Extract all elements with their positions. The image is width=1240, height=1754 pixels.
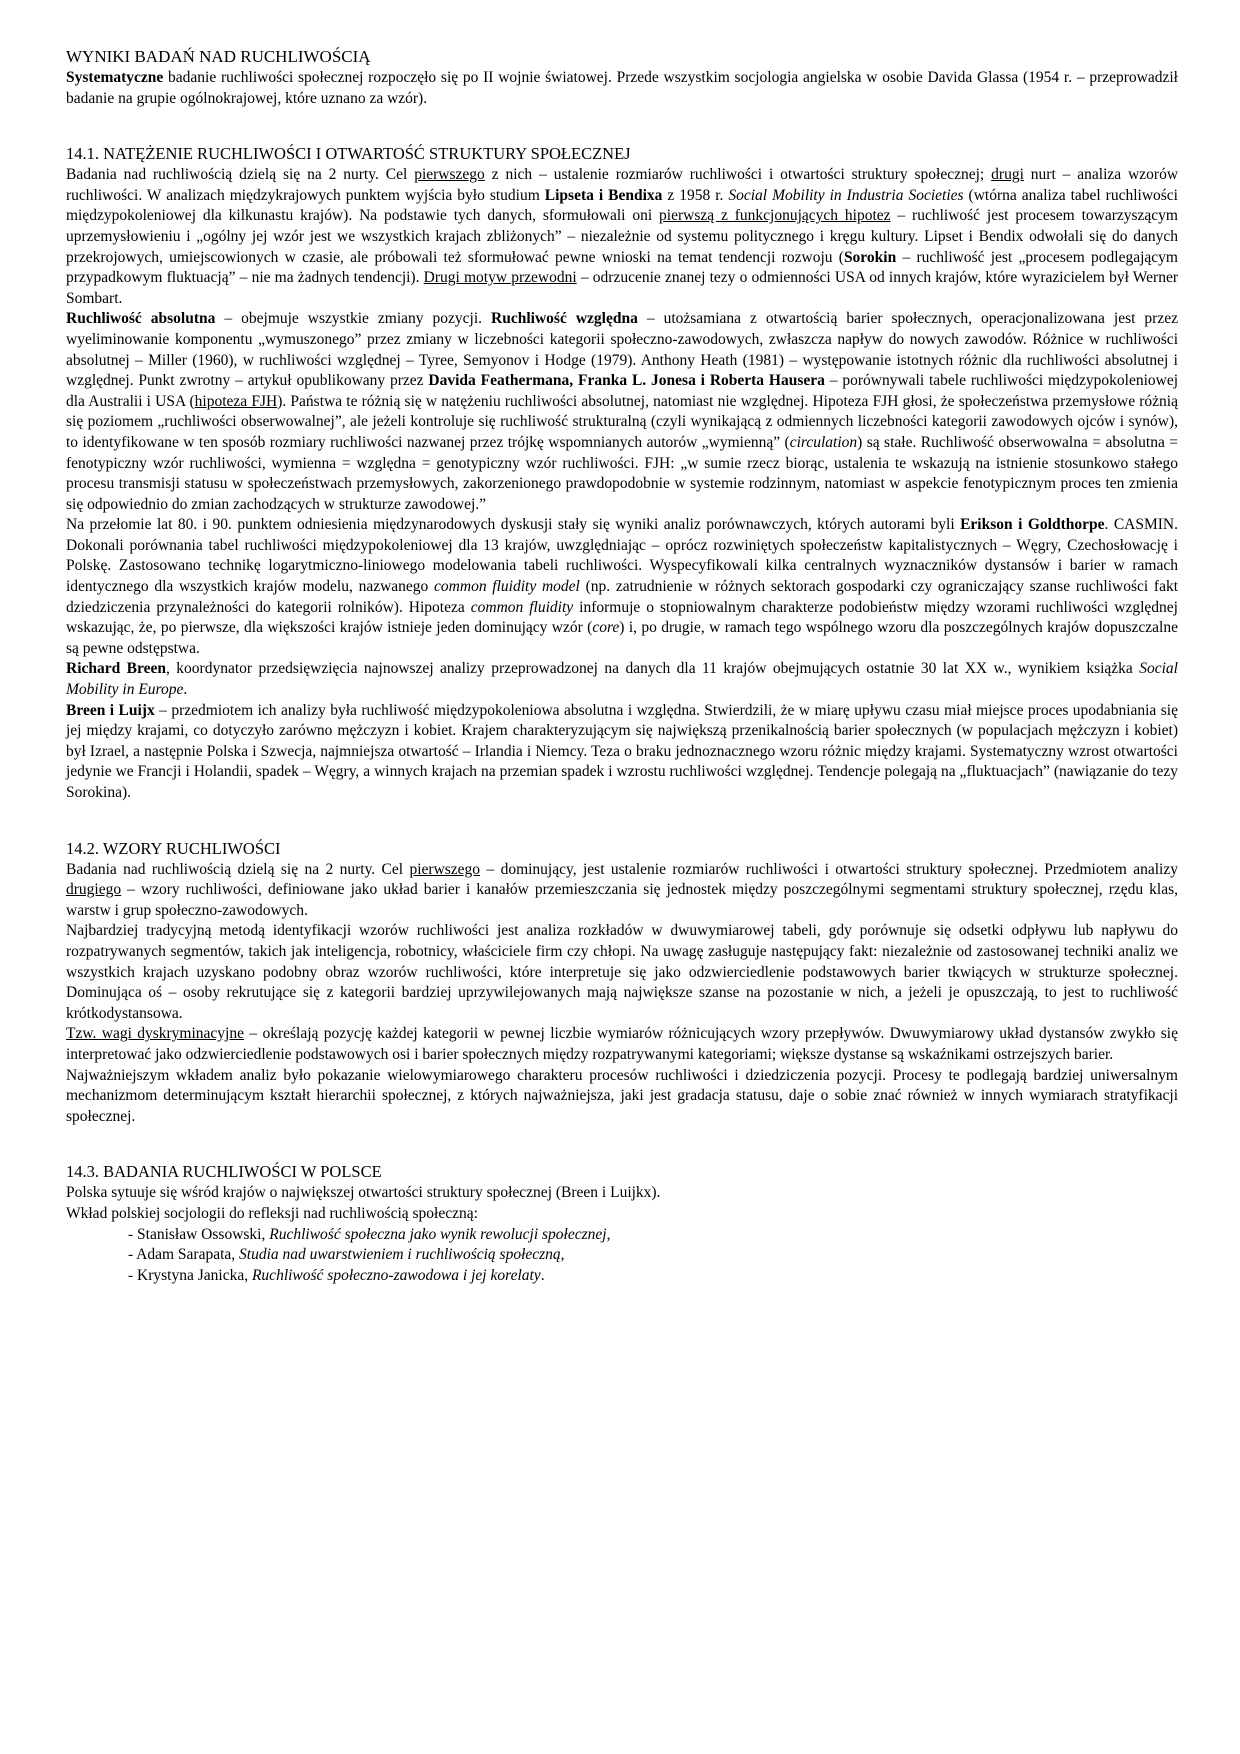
text-segment: Badania nad ruchliwością dzielą się na 2 nurty. Cel: [66, 860, 410, 878]
text-segment: Davida Feathermana, Franka L. Jonesa i Roberta Hausera: [428, 372, 825, 390]
text-segment: – określają pozycję każdej kategorii w pewnej liczbie wymiarów różnicujących wzory przepływów. Dwuwymiarowy układ dystansów zwykło się interpretować jako odzwierciedlenie podstawowych osi i barier społecznych między rozpatrywanymi kategoriami; większe dystanse są wskaźnikami ostrzejszych barier.: [66, 1025, 1178, 1063]
text-segment: Ruchliwość społeczno-zawodowa i jej korelaty: [251, 1266, 541, 1284]
paragraph: [66, 1066, 1178, 1128]
text-segment: ) są stałe. Ruchliwość obserwowalna = absolutna = fenotypiczny wzór ruchliwości, wymienna = względna = genotypiczny wzór ruchliwości. FJH: „w sumie rzecz biorąc, ustalenia te wskazują na istnienie stosunkowo stałego procesu transmisji statusu w społeczeństwach przemysłowych, zakorzenionego prawdopodobnie w systemie rodzinnym, natomiast w aspekcie fenotypicznym proces ten zmienia się odpowiednio do zmian zachodzących w strukturze zawodowej.”: [66, 433, 1179, 513]
text-segment: Erikson i Goldthorpe: [960, 516, 1105, 534]
text-segment: Sorokin: [843, 248, 897, 266]
text-segment: ,: [560, 1246, 565, 1264]
text-segment: - Adam Sarapata,: [128, 1246, 240, 1264]
text-segment: Najważniejszym wkładem analiz było pokazanie wielowymiarowego charakteru procesów ruchliwości i dziedziczenia pozycji. Procesy te podlegają bardziej uniwersalnym mechanizmom determinującym kształt hierarchii społecznej, z których najważniejsza, jaki jest gradacja statusu, daje o sobie znać również w innych wymiarach stratyfikacji społecznej.: [66, 1066, 1178, 1125]
text-segment: – ruchliwość jest procesem towarzyszącym uprzemysłowieniu i „ogólny jej wzór jest we wszystkich krajach zbliżonych” – niezależnie od systemu politycznego i kręgu kultury. Lipset i Bendix odwołali się do danych przekrojowych, umiejscowionych w czasie, ale próbowali też sformułować pewne wnioski na temat tendencji rozwoju (: [66, 207, 1178, 266]
section-heading: [66, 143, 1178, 165]
text-segment: common fluidity model: [434, 578, 580, 596]
text-segment: (wtórna analiza tabel ruchliwości międzypokoleniowej dla kilkunastu krajów). Na podstawie tych danych, sformułowali oni: [66, 186, 1178, 225]
text-segment: Breen i Luijx: [66, 701, 155, 719]
text-segment: Ruchliwość absolutna: [66, 310, 216, 328]
text-segment: , koordynator przedsięwzięcia najnowszej analizy przeprowadzonej na danych dla 11 krajów obejmujących ostatnie 30 lat XX w., wynikiem książka: [166, 660, 1140, 678]
text-segment: Wkład polskiej socjologii do refleksji nad ruchliwością społeczną:: [66, 1204, 478, 1222]
text-segment: common fluidity: [470, 598, 574, 616]
paragraph: [66, 1024, 1178, 1065]
paragraph: [66, 921, 1178, 1024]
text-segment: - Krystyna Janicka,: [128, 1266, 252, 1284]
paragraph: [66, 165, 1178, 309]
text-segment: hipoteza FJH: [194, 392, 278, 410]
section-heading: [66, 1161, 1178, 1183]
text-segment: – odrzucenie znanej tezy o odmienności USA od innych krajów, które wyrazicielem był Werner Sombart.: [66, 269, 1179, 307]
section-heading: [66, 838, 1178, 860]
text-segment: – utożsamiana z otwartością barier społecznych, operacjonalizowana jest przez wyeliminowanie komponentu „wymuszonego” przez zmiany w liczebności kategorii społeczno-zawodowych, zwłaszcza napływ do nowych zawodów. Różnice w ruchliwości absolutnej – Miller (1960), w ruchliwości względnej – Tyree, Semyonov i Hodge (1979). Anthony Heath (1981) – występowanie istotnych różnic dla ruchliwości absolutnej i względnej. Punkt zwrotny – artykuł opublikowany przez: [66, 310, 1178, 390]
text-segment: Polska sytuuje się wśród krajów o największej otwartości struktury społecznej (Breen i Luijkx).: [66, 1184, 661, 1202]
document-title: WYNIKI BADAŃ NAD RUCHLIWOŚCIĄ: [66, 47, 371, 66]
text-segment: ) i, po drugie, w ramach tego wspólnego wzoru dla poszczególnych krajów dopuszczalne są pewne odstępstwa.: [66, 619, 1178, 657]
text-segment: – przedmiotem ich analizy była ruchliwość międzypokoleniowa absolutna i względna. Stwierdzili, że w miarę upływu czasu miał miejsce proces upodabniania się jej między krajami, co dotyczyło zarówno mężczyzn i kobiet. Krajem charakteryzującym się największą przenikalnością barier społecznych (w populacjach mężczyzn i kobiet) był Izrael, a następnie Polska i Szwecja, najmniejsza otwartość – Irlandia i Niemcy. Teza o braku jednoznacznego wzoru różnic między krajami. Systematyczny wzrost otwartości jedynie we Francji i Holandii, spadek – Węgry, a winnych krajach na przemian spadek i wzrostu ruchliwości względnej. Tendencje polegają na „fluktuacjach” (nawiązanie do tezy Sorokina).: [66, 701, 1178, 801]
text-segment: pierwszego: [414, 166, 485, 184]
text-segment: Ruchliwość względna: [491, 310, 638, 328]
text-segment: ,: [606, 1225, 611, 1243]
text-segment: Na przełomie lat 80. i 90. punktem odniesienia międzynarodowych dyskusji stały się wyniki analiz porównawczych, których autorami byli: [66, 516, 961, 534]
text-segment: – ruchliwość jest „procesem podlegającym przypadkowym fluktuacją” – nie ma żadnych tendencji).: [66, 248, 1178, 287]
text-segment: Tzw. wagi dyskryminacyjne: [66, 1025, 244, 1043]
text-segment: pierwszego: [409, 860, 481, 878]
text-segment: drugi: [991, 166, 1024, 184]
text-segment: – dominujący, jest ustalenie rozmiarów ruchliwości i otwartości struktury społecznej. Przedmiotem analizy: [480, 860, 1178, 878]
text-segment: z nich – ustalenie rozmiarów ruchliwości i otwartości struktury społecznej;: [484, 166, 992, 184]
text-segment: Richard Breen: [66, 660, 166, 678]
text-segment: Ruchliwość społeczna jako wynik rewolucji społecznej: [269, 1225, 607, 1243]
paragraph: [66, 309, 1178, 515]
text-segment: - Stanisław Ossowski,: [128, 1225, 270, 1243]
text-segment: . CASMIN. Dokonali porównania tabel ruchliwości międzypokoleniowej dla 13 krajów, uwzględniając – oprócz rozwiniętych społeczeństw kapitalistycznych – Węgry, Czechosłowację i Polskę. Zastosowano technikę logarytmiczno-liniowego modelowania tabeli ruchliwości. Wyspecyfikowali kilka centralnych wyznaczników dystansów i barier w ramach identycznego dla wszystkich krajów modelu, nazwanego: [66, 516, 1178, 596]
document-body: [66, 68, 1178, 1286]
list-item: [128, 1266, 1178, 1287]
text-segment: 14.1. NATĘŻENIE RUCHLIWOŚCI I OTWARTOŚĆ STRUKTURY SPOŁECZNEJ: [66, 144, 631, 164]
paragraph: [66, 659, 1178, 700]
list-item: [128, 1245, 1178, 1266]
text-segment: 14.3. BADANIA RUCHLIWOŚCI W POLSCE: [66, 1162, 382, 1182]
text-segment: – wzory ruchliwości, definiowane jako układ barier i kanałów przemieszczania się jednostek między poszczególnymi segmentami struktury społecznej, rzędu klas, warstw i grup społeczno-zawodowych.: [66, 881, 1178, 919]
text-segment: Lipseta i Bendixa: [544, 186, 663, 204]
text-segment: pierwszą z funkcjonujących hipotez: [659, 207, 891, 225]
text-segment: z 1958 r.: [662, 186, 729, 204]
text-segment: ). Państwa te różnią się w natężeniu ruchliwości absolutnej, natomiast nie względnej. Hipoteza FJH głosi, że społeczeństwa przemysłowe różnią się poziomem „ruchliwości obserwowalnej”, ale jeżeli kontroluje się ruchliwość strukturalną (czyli wynikającą z odmiennych liczebności kategorii zawodowych ojców i synów), to identyfikowane w ten sposób rozmiary ruchliwości nazwanej przez trójkę wspomnianych autorów „wymienną” (: [66, 392, 1178, 451]
text-segment: – porównywali tabele ruchliwości międzypokoleniowej dla Australii i USA (: [66, 372, 1179, 410]
text-segment: .: [183, 681, 188, 699]
text-segment: Social Mobility in Industria Societies: [728, 186, 964, 204]
text-segment: .: [540, 1266, 545, 1284]
text-segment: nurt – analiza wzorów ruchliwości. W analizach międzykrajowych punktem wyjścia było studium: [66, 166, 1179, 204]
text-segment: Badania nad ruchliwością dzielą się na 2 nurty. Cel: [66, 166, 415, 184]
text-segment: core: [592, 619, 620, 637]
text-segment: Najbardziej tradycyjną metodą identyfikacji wzorów ruchliwości jest analiza rozkładów w dwuwymiarowej tabeli, gdy porównuje się odsetki odpływu lub napływu do rozpatrywanych segmentów, takich jak inteligencja, robotnicy, właściciele firm czy chłopi. Na uwagę zasługuje następujący fakt: niezależnie od zastosowanej techniki analiz we wszystkich krajach uzyskano podobny obraz wzorów ruchliwości, które interpretuje się jako odzwierciedlenie podstawowych barier tkwiących w strukturze społecznej. Dominująca oś – osoby rekrutujące się z kategorii bardziej uprzywilejowanych mają największe szanse na pozostanie w nich, a jeżeli je opuszczają, to jest to ruchliwość krótkodystansowa.: [66, 922, 1178, 1022]
text-segment: Systematyczne: [66, 69, 164, 86]
list-item: [128, 1225, 1178, 1246]
text-segment: badanie ruchliwości społecznej rozpoczęło się po II wojnie światowej. Przede wszystkim socjologia angielska w osobie Davida Glassa (1954 r. – przeprowadził badanie na grupie ogólnokrajowej, które uznano za wzór).: [66, 69, 1178, 107]
text-segment: Studia nad uwarstwieniem i ruchliwością społeczną: [239, 1246, 561, 1264]
text-segment: circulation: [789, 433, 858, 451]
paragraph: [66, 515, 1178, 659]
paragraph: [66, 1204, 1178, 1225]
text-segment: (np. zatrudnienie w różnych sektorach gospodarki czy ograniczający szanse ruchliwości fakt dziedziczenia przynależności do kategorii rolników). Hipoteza: [66, 578, 1179, 616]
paragraph: [66, 701, 1178, 804]
text-segment: Social Mobility in Europe: [66, 660, 1178, 699]
paragraph: [66, 68, 1178, 109]
text-segment: Drugi motyw przewodni: [423, 269, 577, 287]
paragraph: [66, 1183, 1178, 1204]
text-segment: drugiego: [66, 881, 122, 899]
text-segment: informuje o stopniowalnym charakterze podobieństw między wzorami ruchliwości względnej wskazując, że, po pierwsze, dla większości krajów istnieje jeden dominujący wzór (: [66, 598, 1178, 637]
text-segment: – obejmuje wszystkie zmiany pozycji.: [215, 310, 492, 328]
text-segment: 14.2. WZORY RUCHLIWOŚCI: [66, 838, 281, 858]
paragraph: [66, 860, 1178, 922]
